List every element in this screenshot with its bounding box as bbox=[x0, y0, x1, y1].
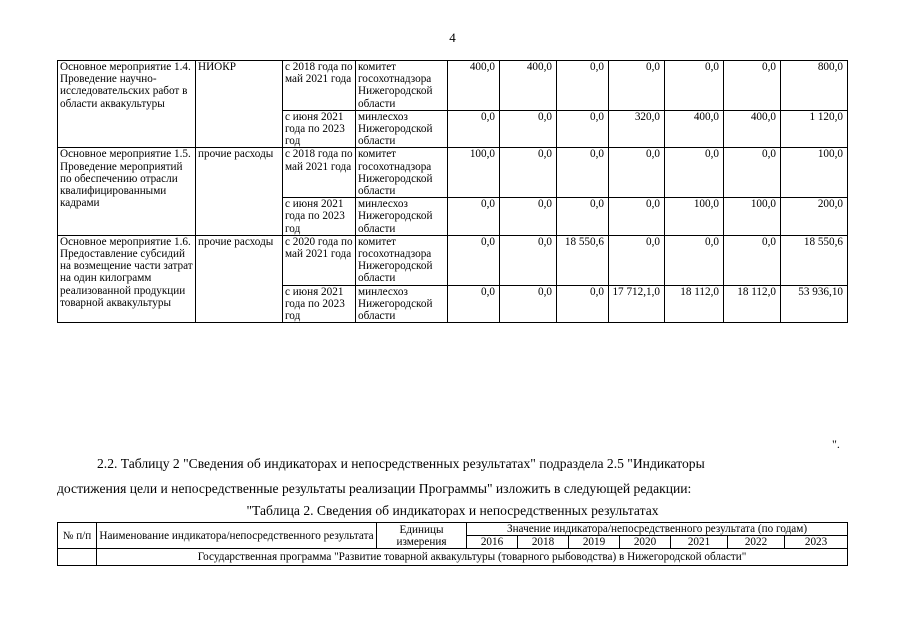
value-cell: 400,0 bbox=[724, 110, 781, 148]
executor-cell: комитет госохотнадзора Нижегородской области bbox=[356, 235, 448, 285]
table-row bbox=[58, 148, 848, 198]
table-row bbox=[58, 235, 848, 285]
value-cell: 0,0 bbox=[665, 148, 724, 198]
period-cell: с 2018 года по май 2021 года bbox=[283, 148, 356, 198]
header-unit: Единицы измерения bbox=[377, 523, 467, 549]
value-cell: 100,0 bbox=[724, 198, 781, 236]
value-cell: 0,0 bbox=[609, 198, 665, 236]
value-cell: 0,0 bbox=[724, 61, 781, 111]
value-cell: 0,0 bbox=[448, 198, 500, 236]
value-cell: 0,0 bbox=[724, 235, 781, 285]
value-cell: 0,0 bbox=[500, 285, 557, 323]
year-header-cell: 2020 bbox=[620, 536, 671, 549]
year-header-cell: 2016 bbox=[467, 536, 518, 549]
year-header-cell: 2018 bbox=[518, 536, 569, 549]
value-cell: 100,0 bbox=[448, 148, 500, 198]
expense-type-cell: НИОКР bbox=[196, 61, 283, 148]
period-cell: с июня 2021 года по 2023 год bbox=[283, 110, 356, 148]
table-row bbox=[58, 61, 848, 111]
value-cell: 100,0 bbox=[665, 198, 724, 236]
value-cell: 0,0 bbox=[500, 148, 557, 198]
value-cell: 0,0 bbox=[500, 110, 557, 148]
value-cell: 0,0 bbox=[557, 198, 609, 236]
value-cell: 0,0 bbox=[448, 110, 500, 148]
value-cell: 0,0 bbox=[448, 235, 500, 285]
value-cell: 53 936,10 bbox=[781, 285, 848, 323]
value-cell: 1 120,0 bbox=[781, 110, 848, 148]
closing-quote: ". bbox=[832, 437, 840, 451]
period-cell: с 2020 года по май 2021 года bbox=[283, 235, 356, 285]
value-cell: 0,0 bbox=[665, 61, 724, 111]
value-cell: 0,0 bbox=[609, 61, 665, 111]
value-cell: 0,0 bbox=[609, 148, 665, 198]
period-cell: с июня 2021 года по 2023 год bbox=[283, 285, 356, 323]
year-header-cell: 2019 bbox=[569, 536, 620, 549]
value-cell: 0,0 bbox=[609, 235, 665, 285]
program-row-title: Государственная программа "Развитие товарной аквакультуры (товарного рыбоводства) в Нижегородской области" bbox=[97, 549, 848, 566]
value-cell: 18 112,0 bbox=[665, 285, 724, 323]
value-cell: 400,0 bbox=[665, 110, 724, 148]
period-cell: с 2018 года по май 2021 года bbox=[283, 61, 356, 111]
activity-cell: Основное мероприятие 1.6. Предоставление субсидий на возмещение части затрат на один килограмм реализованной продукции товарной аквакультуры bbox=[58, 235, 196, 322]
paragraph-line-2: достижения цели и непосредственные результаты реализации Программы" изложить в следующей редакции: bbox=[57, 481, 692, 496]
indicators-table bbox=[57, 522, 848, 566]
header-values-group: Значение индикатора/непосредственного результата (по годам) bbox=[467, 523, 848, 536]
header-num: № п/п bbox=[58, 523, 97, 549]
value-cell: 0,0 bbox=[557, 61, 609, 111]
value-cell: 800,0 bbox=[781, 61, 848, 111]
value-cell: 320,0 bbox=[609, 110, 665, 148]
value-cell: 0,0 bbox=[448, 285, 500, 323]
value-cell: 0,0 bbox=[557, 148, 609, 198]
value-cell: 0,0 bbox=[500, 198, 557, 236]
value-cell: 0,0 bbox=[557, 285, 609, 323]
value-cell: 18 112,0 bbox=[724, 285, 781, 323]
executor-cell: комитет госохотнадзора Нижегородской области bbox=[356, 148, 448, 198]
value-cell: 400,0 bbox=[500, 61, 557, 111]
paragraph-line-1: 2.2. Таблицу 2 "Сведения об индикаторах и непосредственных результатах" подраздела 2.5 "Индикаторы bbox=[97, 456, 705, 471]
header-indicator-name: Наименование индикатора/непосредственного результата bbox=[97, 523, 377, 549]
funding-table bbox=[57, 60, 848, 323]
expense-type-cell: прочие расходы bbox=[196, 148, 283, 235]
value-cell: 18 550,6 bbox=[557, 235, 609, 285]
activity-cell: Основное мероприятие 1.4. Проведение научно-исследовательских работ в области аквакультуры bbox=[58, 61, 196, 148]
table2-caption: "Таблица 2. Сведения об индикаторах и непосредственных результатах bbox=[246, 503, 659, 518]
executor-cell: минлесхоз Нижегородской области bbox=[356, 198, 448, 236]
value-cell: 0,0 bbox=[665, 235, 724, 285]
page-number: 4 bbox=[449, 30, 456, 45]
executor-cell: комитет госохотнадзора Нижегородской области bbox=[356, 61, 448, 111]
year-header-cell: 2021 bbox=[671, 536, 728, 549]
value-cell: 17 712,1,0 bbox=[609, 285, 665, 323]
value-cell: 200,0 bbox=[781, 198, 848, 236]
period-cell: с июня 2021 года по 2023 год bbox=[283, 198, 356, 236]
value-cell: 18 550,6 bbox=[781, 235, 848, 285]
value-cell: 0,0 bbox=[724, 148, 781, 198]
activity-cell: Основное мероприятие 1.5. Проведение мероприятий по обеспечению отрасли квалифицированными кадрами bbox=[58, 148, 196, 235]
year-header-cell: 2022 bbox=[728, 536, 785, 549]
executor-cell: минлесхоз Нижегородской области bbox=[356, 285, 448, 323]
value-cell: 400,0 bbox=[448, 61, 500, 111]
executor-cell: минлесхоз Нижегородской области bbox=[356, 110, 448, 148]
funding-table-body bbox=[58, 61, 848, 323]
year-header-cell: 2023 bbox=[785, 536, 848, 549]
value-cell: 100,0 bbox=[781, 148, 848, 198]
value-cell: 0,0 bbox=[557, 110, 609, 148]
expense-type-cell: прочие расходы bbox=[196, 235, 283, 322]
value-cell: 0,0 bbox=[500, 235, 557, 285]
program-row-num bbox=[58, 549, 97, 566]
